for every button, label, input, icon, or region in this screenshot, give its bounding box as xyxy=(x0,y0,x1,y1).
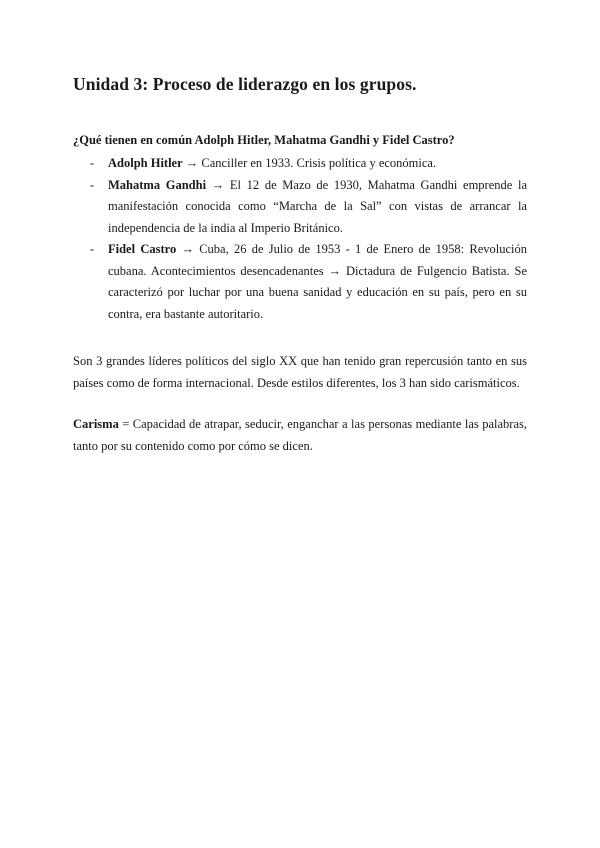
definition-text: = Capacidad de atrapar, seducir, enganchar a las personas mediante las palabras, tanto por su contenido como por cómo se dicen. xyxy=(73,417,527,453)
list-item-castro xyxy=(73,239,527,325)
leader-description: → Cuba, 26 de Julio de 1953 - 1 de Enero de 1958: Revolución cubana. Acontecimientos desencadenantes → Dictadura de Fulgencio Batista. Se caracterizó por luchar por una buena sanidad y educación en su país, pero en su contra, era bastante autoritario. xyxy=(108,242,527,321)
leader-name: Adolph Hitler xyxy=(108,156,183,170)
definition-paragraph xyxy=(73,414,527,457)
summary-paragraph: Son 3 grandes líderes políticos del siglo XX que han tenido gran repercusión tanto en sus países como de forma internacional. Desde estilos diferentes, los 3 han sido carismáticos. xyxy=(73,354,527,390)
page-title: Unidad 3: Proceso de liderazgo en los grupos. xyxy=(73,74,417,94)
list-dash: - xyxy=(90,177,95,192)
leaders-list xyxy=(73,153,527,325)
question-heading: ¿Qué tienen en común Adolph Hitler, Mahatma Gandhi y Fidel Castro? xyxy=(73,133,455,147)
leader-name: Mahatma Gandhi xyxy=(108,177,207,192)
list-dash: - xyxy=(90,156,95,170)
leader-description: → El 12 de Mazo de 1930, Mahatma Gandhi emprende la manifestación conocida como “Marcha de la Sal” con vistas de arrancar la independencia de la india al Imperio Británico. xyxy=(108,177,527,235)
definition-term: Carisma xyxy=(73,417,119,431)
document-page xyxy=(73,72,527,457)
list-item-gandhi xyxy=(73,175,527,240)
leader-description: → Canciller en 1933. Crisis política y económica. xyxy=(182,156,437,170)
leader-name: Fidel Castro xyxy=(108,242,177,256)
list-item-hitler xyxy=(73,153,527,175)
list-dash: - xyxy=(90,242,95,256)
